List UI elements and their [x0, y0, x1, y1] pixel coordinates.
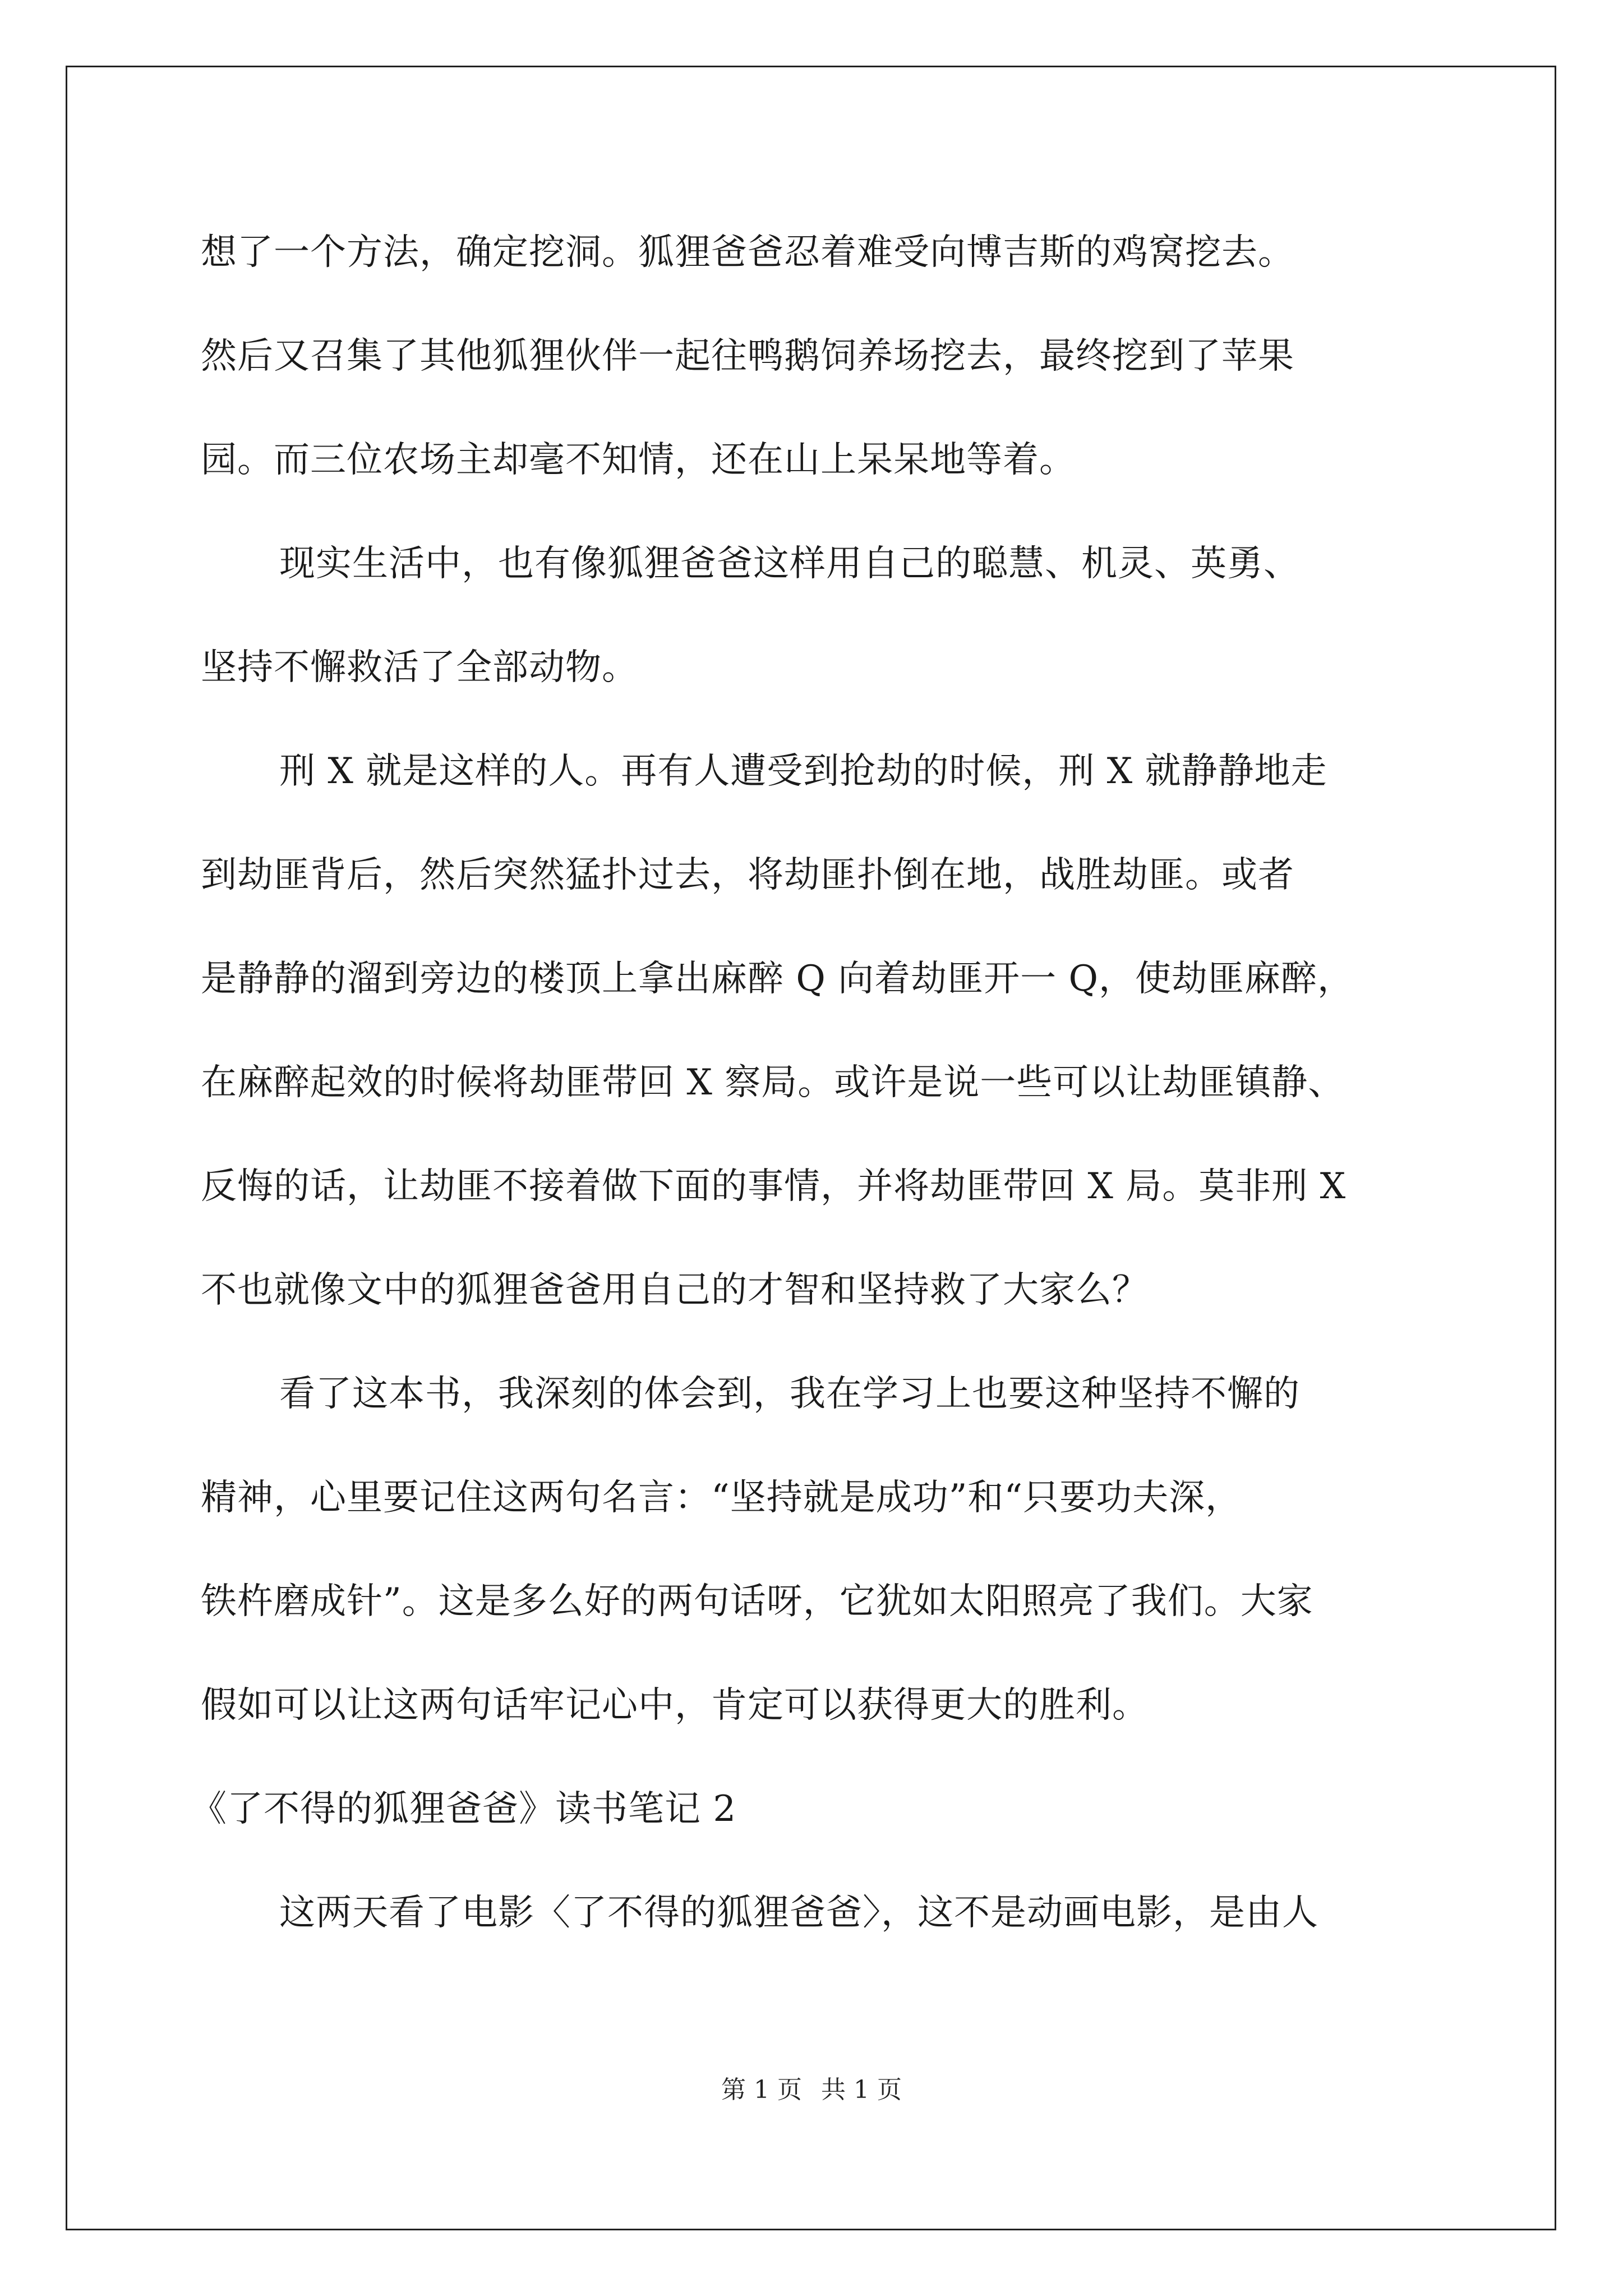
text-line: 不也就像文中的狐狸爸爸用自己的才智和坚持救了大家么？: [201, 1269, 1149, 1311]
text-line: 坚持不懈救活了全部动物。: [201, 647, 638, 688]
page-number: 第 1 页: [721, 2076, 802, 2104]
text-line: 反悔的话，让劫匪不接着做下面的事情，并将劫匪带回 X 局。莫非刑 X: [201, 1166, 1347, 1207]
text-line: 假如可以让这两句话牢记心中，肯定可以获得更大的胜利。: [201, 1685, 1149, 1726]
page-total: 共 1 页: [821, 2076, 902, 2104]
text-line: 是静静的溜到旁边的楼顶上拿出麻醉 Q 向着劫匪开一 Q，使劫匪麻醉，: [201, 958, 1354, 1000]
paragraph-start: 这两天看了电影〈了不得的狐狸爸爸〉，这不是动画电影，是由人: [279, 1892, 1318, 1934]
text-line: 想了一个方法，确定挖洞。狐狸爸爸忍着难受向博吉斯的鸡窝挖去。: [201, 232, 1294, 273]
text-line: 到劫匪背后，然后突然猛扑过去，将劫匪扑倒在地，战胜劫匪。或者: [201, 854, 1294, 896]
text-line: 铁杵磨成针”。这是多么好的两句话呀，它犹如太阳照亮了我们。大家: [201, 1581, 1313, 1622]
paragraph-start: 看了这本书，我深刻的体会到，我在学习上也要这种坚持不懈的: [279, 1373, 1300, 1415]
text-line: 然后又召集了其他狐狸伙伴一起往鸭鹅饲养场挖去，最终挖到了苹果: [201, 335, 1294, 377]
text-line: 精神，心里要记住这两句名言：“坚持就是成功”和“只要功夫深，: [201, 1477, 1242, 1519]
paragraph-start: 现实生活中，也有像狐狸爸爸这样用自己的聪慧、机灵、英勇、: [279, 543, 1300, 585]
page-footer: [0, 2074, 1623, 2106]
paragraph-start: 刑 X 就是这样的人。再有人遭受到抢劫的时候，刑 X 就静静地走: [279, 751, 1327, 792]
text-line: 在麻醉起效的时候将劫匪带回 X 察局。或许是说一些可以让劫匪镇静、: [201, 1062, 1345, 1103]
text-line: 园。而三位农场主却毫不知情，还在山上呆呆地等着。: [201, 439, 1076, 481]
section-heading: 《了不得的狐狸爸爸》读书笔记 2: [191, 1788, 737, 1830]
